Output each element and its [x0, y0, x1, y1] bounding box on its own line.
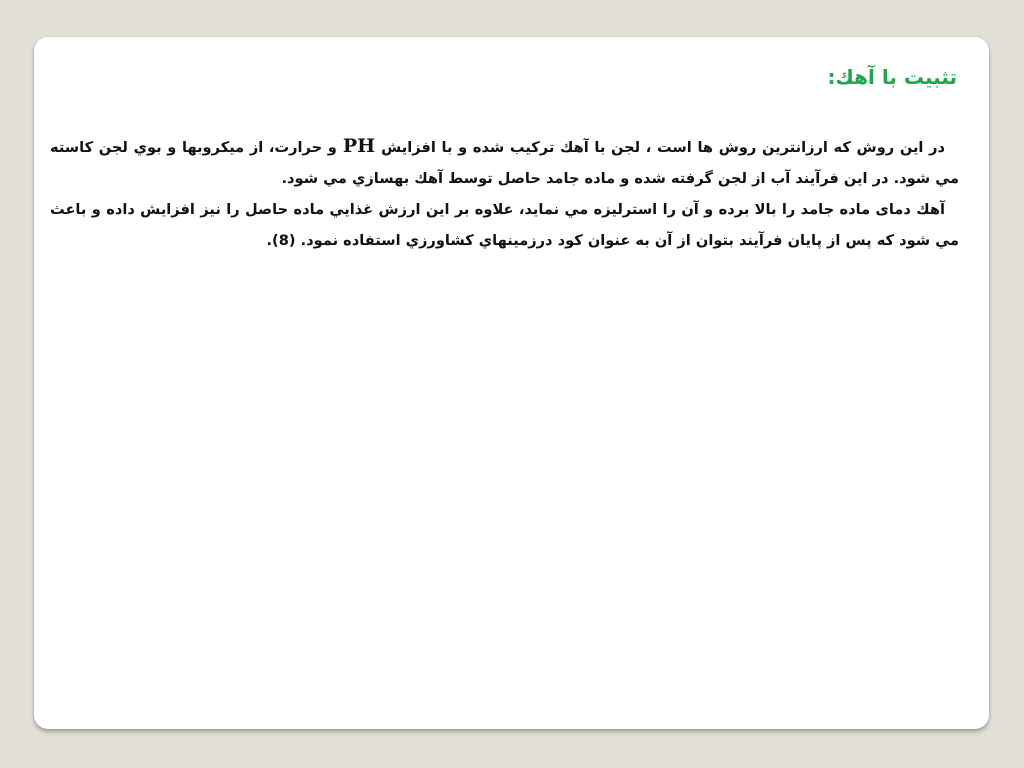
slide-title: تثبيت با آهك: [827, 65, 957, 89]
paragraph-1-text-after: و حرارت، از ميكروبها و بوي لجن كاسته مي شود. در اين فرآيند آب از لجن گرفته شده و ماده جامد حاصل توسط آهك بهسازي مي شود. [50, 139, 959, 187]
paragraph-lime-method [50, 131, 959, 194]
ph-term: PH [342, 135, 376, 157]
paragraph-1-text-before: در اين روش كه ارزانترين روش ها است ، لجن با آهك تركيب شده و با افزايش [381, 139, 945, 156]
slide-panel [34, 37, 989, 729]
slide-body [50, 131, 959, 256]
paragraph-lime-benefits: آهك دمای ماده جامد را بالا برده و آن را استرليزه مي نمايد، علاوه بر اين ارزش غذايي ماده حاصل را نيز افزايش داده و باعث مي شود كه پس از پايان فرآيند بتوان از آن به عنوان كود درزمينهاي كشاورزي استفاده نمود. (8). [50, 201, 959, 249]
